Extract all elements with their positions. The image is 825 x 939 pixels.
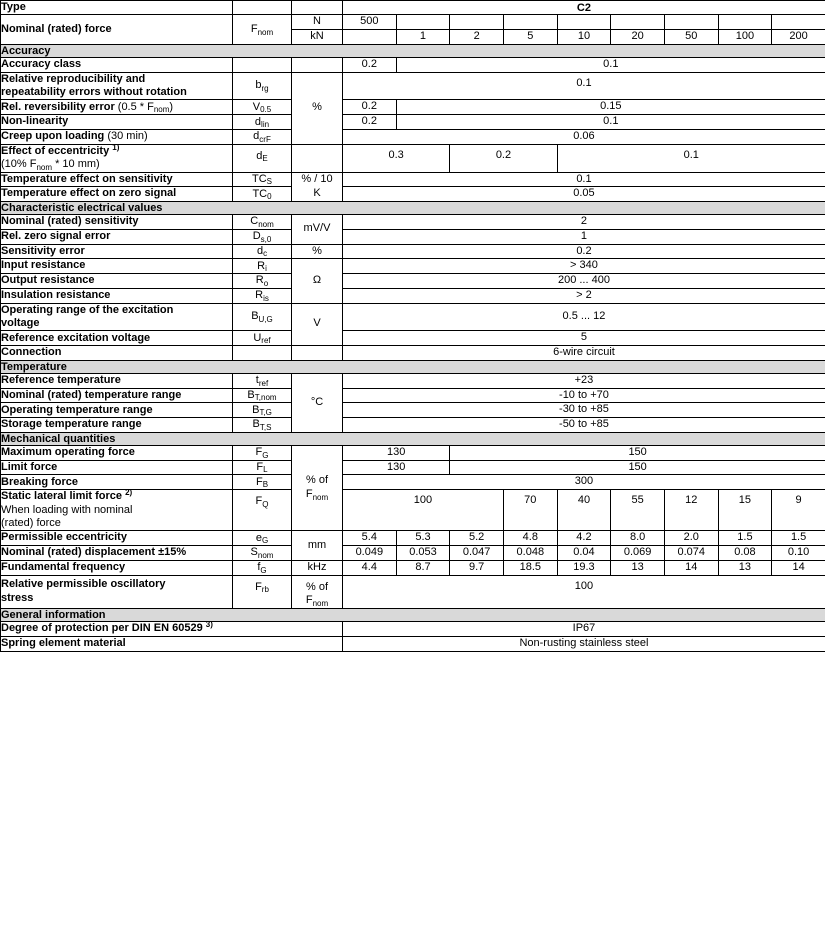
table-section-electrical — [1, 202, 825, 215]
value-cell: 200 — [772, 30, 825, 45]
symbol-d-c: $d_c$ — [233, 244, 292, 259]
value-cell: 5 — [503, 30, 557, 45]
value-cell: > 340 — [343, 259, 825, 274]
row-label-nominal-displacement: Nominal (rated) displacement ±15% — [1, 546, 233, 561]
row-label-nonlinearity: Non-linearity — [1, 115, 233, 130]
value-cell: 0.074 — [664, 546, 718, 561]
symbol-f-l: $F_L$ — [233, 460, 292, 475]
value-cell: 0.053 — [396, 546, 450, 561]
symbol-d-s0: $D_{s,0}$ — [233, 229, 292, 244]
value-cell: 0.5 ... 12 — [343, 303, 825, 331]
symbol-u-ref: $U_{ref}$ — [233, 331, 292, 346]
symbol-r-i: $R_i$ — [233, 259, 292, 274]
table-row-input-resistance — [1, 259, 825, 274]
value-cell: 0.3 — [343, 144, 450, 172]
value-cell: 10 — [557, 30, 611, 45]
value-cell: 4.4 — [343, 560, 397, 575]
symbol-r-o: $R_o$ — [233, 274, 292, 289]
table-section-general — [1, 609, 825, 622]
row-label-nominal-force: Nominal (rated) force — [1, 15, 233, 45]
value-cell: -30 to +85 — [343, 403, 825, 418]
value-cell — [396, 15, 450, 30]
table-row-accuracy-class — [1, 57, 825, 72]
row-label-sensitivity: Nominal (rated) sensitivity — [1, 215, 233, 230]
symbol-v-05: $V_{0.5}$ — [233, 100, 292, 115]
table-row-zero-signal-error — [1, 229, 825, 244]
value-cell: 20 — [611, 30, 665, 45]
section-header-electrical: Characteristic electrical values — [1, 202, 825, 215]
table-row-max-operating-force — [1, 445, 825, 460]
row-label-creep: Creep upon loading (30 min) — [1, 129, 233, 144]
value-cell: Non-rusting stainless steel — [343, 636, 825, 651]
value-cell: 15 — [718, 490, 772, 531]
table-row-eccentricity — [1, 144, 825, 172]
value-cell — [450, 15, 504, 30]
table-row-nonlinearity — [1, 115, 825, 130]
value-cell — [664, 15, 718, 30]
row-label-insulation-resistance: Insulation resistance — [1, 288, 233, 303]
table-row-output-resistance — [1, 274, 825, 289]
unit-mv-per-v: mV/V — [292, 215, 343, 245]
unit-percent-of-fnom: % of $F_{nom}$ — [292, 445, 343, 530]
table-section-accuracy — [1, 44, 825, 57]
table-section-mechanical — [1, 432, 825, 445]
row-label-storage-temp-range: Storage temperature range — [1, 418, 233, 433]
value-cell: 8.7 — [396, 560, 450, 575]
row-label-oscillatory-stress: Relative permissible oscillatory stress — [1, 575, 233, 609]
row-label-reference-temperature: Reference temperature — [1, 373, 233, 388]
value-cell: 0.049 — [343, 546, 397, 561]
value-cell: 14 — [664, 560, 718, 575]
row-label-degree-protection: Degree of protection per DIN EN 60529 $^{3)}$ — [1, 622, 343, 637]
value-cell: 8.0 — [611, 531, 665, 546]
table-row-reference-excitation — [1, 331, 825, 346]
row-label-reference-excitation: Reference excitation voltage — [1, 331, 233, 346]
symbol-tc-s: $TC_S$ — [233, 172, 292, 187]
value-cell: 300 — [343, 475, 825, 490]
symbol-f-g-freq: $f_G$ — [233, 560, 292, 575]
value-cell: 200 ... 400 — [343, 274, 825, 289]
value-cell: 0.1 — [343, 72, 825, 100]
value-cell: 18.5 — [503, 560, 557, 575]
value-cell: 4.2 — [557, 531, 611, 546]
value-cell: 0.1 — [557, 144, 825, 172]
symbol-f-b: $F_B$ — [233, 475, 292, 490]
table-row-operating-temp-range — [1, 403, 825, 418]
row-label-breaking-force: Breaking force — [1, 475, 233, 490]
row-label-operating-temp-range: Operating temperature range — [1, 403, 233, 418]
row-label-reproducibility: Relative reproducibility and repeatability errors without rotation — [1, 72, 233, 100]
row-label-zero-signal-error: Rel. zero signal error — [1, 229, 233, 244]
value-cell: 0.047 — [450, 546, 504, 561]
row-label-max-operating-force: Maximum operating force — [1, 445, 233, 460]
symbol-b-ts: $B_{T,S}$ — [233, 418, 292, 433]
value-cell: 5.4 — [343, 531, 397, 546]
row-label-reversibility: Rel. reversibility error $(0.5 * F_{nom})$ — [1, 100, 233, 115]
row-label-output-resistance: Output resistance — [1, 274, 233, 289]
row-label-lateral-limit-force: Static lateral limit force $^{2)}$ When loading with nominal (rated) force — [1, 490, 233, 531]
value-cell: 2 — [450, 30, 504, 45]
value-cell: 150 — [450, 445, 825, 460]
value-cell: 50 — [664, 30, 718, 45]
value-cell: 6-wire circuit — [343, 346, 825, 361]
table-row-degree-protection — [1, 622, 825, 637]
value-cell: -50 to +85 — [343, 418, 825, 433]
symbol-f-rb: $F_{rb}$ — [233, 575, 292, 609]
symbol-d-e: $d_E$ — [233, 144, 292, 172]
table-row-insulation-resistance — [1, 288, 825, 303]
value-cell: 70 — [503, 490, 557, 531]
value-cell — [611, 15, 665, 30]
table-row-temp-sensitivity — [1, 172, 825, 187]
value-cell: 12 — [664, 490, 718, 531]
value-cell: 0.048 — [503, 546, 557, 561]
table-row-fundamental-frequency — [1, 560, 825, 575]
symbol-e-g: $e_G$ — [233, 531, 292, 546]
value-cell: 1 — [396, 30, 450, 45]
value-cell: 2 — [343, 215, 825, 230]
table-row-type — [1, 1, 825, 15]
symbol-c-nom: $C_{nom}$ — [233, 215, 292, 230]
row-label-eccentricity: Effect of eccentricity $^{1)}$ (10% $F_{nom} * 10$ mm) — [1, 144, 233, 172]
table-row-connection — [1, 346, 825, 361]
row-label-excitation-range: Operating range of the excitation voltage — [1, 303, 233, 331]
value-cell — [343, 30, 397, 45]
value-cell — [772, 15, 825, 30]
symbol-cell — [233, 57, 292, 72]
row-label-type: Type — [1, 1, 233, 15]
table-row-reversibility — [1, 100, 825, 115]
symbol-d-crf: $d_{crF}$ — [233, 129, 292, 144]
unit-percent-of-fnom: % of $F_{nom}$ — [292, 575, 343, 609]
row-label-permissible-eccentricity: Permissible eccentricity — [1, 531, 233, 546]
table-row-storage-temp-range — [1, 418, 825, 433]
unit-cell — [292, 346, 343, 361]
table-row-reference-temperature — [1, 373, 825, 388]
symbol-r-is: $R_{is}$ — [233, 288, 292, 303]
symbol-tc-0: $TC_0$ — [233, 187, 292, 202]
value-cell: 0.15 — [396, 100, 825, 115]
row-label-limit-force: Limit force — [1, 460, 233, 475]
value-cell: 13 — [611, 560, 665, 575]
value-cell: 9 — [772, 490, 825, 531]
table-row-reproducibility — [1, 72, 825, 100]
cell-empty — [292, 1, 343, 15]
value-cell: 5 — [343, 331, 825, 346]
section-header-accuracy: Accuracy — [1, 44, 825, 57]
value-cell: 1 — [343, 229, 825, 244]
value-cell: 0.2 — [343, 100, 397, 115]
table-row-spring-material — [1, 636, 825, 651]
value-cell: 5.2 — [450, 531, 504, 546]
value-cell: 2.0 — [664, 531, 718, 546]
row-label-input-resistance: Input resistance — [1, 259, 233, 274]
value-cell: 0.1 — [396, 57, 825, 72]
row-label-nominal-temp-range: Nominal (rated) temperature range — [1, 388, 233, 403]
value-cell: 0.2 — [343, 244, 825, 259]
value-cell: +23 — [343, 373, 825, 388]
cell-empty — [233, 1, 292, 15]
table-row-sensitivity-error — [1, 244, 825, 259]
table-row-creep — [1, 129, 825, 144]
value-cell: 150 — [450, 460, 825, 475]
value-cell: 0.10 — [772, 546, 825, 561]
symbol-d-lin: $d_{lin}$ — [233, 115, 292, 130]
value-cell: 13 — [718, 560, 772, 575]
value-cell: 0.2 — [343, 115, 397, 130]
symbol-f-q: $F_Q$ — [233, 490, 292, 531]
value-cell: 40 — [557, 490, 611, 531]
value-cell: 130 — [343, 445, 450, 460]
table-row-oscillatory-stress — [1, 575, 825, 609]
value-cell: 0.1 — [343, 172, 825, 187]
value-cell: 19.3 — [557, 560, 611, 575]
symbol-b-tnom: $B_{T,nom}$ — [233, 388, 292, 403]
value-cell: 1.5 — [718, 531, 772, 546]
table-row-permissible-eccentricity — [1, 531, 825, 546]
unit-khz: kHz — [292, 560, 343, 575]
value-cell: -10 to +70 — [343, 388, 825, 403]
symbol-b-tg: $B_{T,G}$ — [233, 403, 292, 418]
symbol-b-ug: $B_{U,G}$ — [233, 303, 292, 331]
type-value: C2 — [343, 1, 825, 15]
value-cell: 500 — [343, 15, 397, 30]
table-section-temperature — [1, 360, 825, 373]
value-cell: 130 — [343, 460, 450, 475]
value-cell: > 2 — [343, 288, 825, 303]
symbol-t-ref: $t_{ref}$ — [233, 373, 292, 388]
value-cell — [503, 15, 557, 30]
value-cell — [557, 15, 611, 30]
value-cell: 0.1 — [396, 115, 825, 130]
table-row-nominal-displacement — [1, 546, 825, 561]
section-header-temperature: Temperature — [1, 360, 825, 373]
row-label-connection: Connection — [1, 346, 233, 361]
value-cell: 0.06 — [343, 129, 825, 144]
table-row-lateral-limit-force — [1, 490, 825, 531]
value-cell: 0.2 — [450, 144, 557, 172]
value-cell: 100 — [343, 490, 504, 531]
value-cell: 9.7 — [450, 560, 504, 575]
value-cell: 0.05 — [343, 187, 825, 202]
value-cell: 0.2 — [343, 57, 397, 72]
unit-newton: N — [292, 15, 343, 30]
table-row-excitation-range — [1, 303, 825, 331]
table-row-nominal-force-n — [1, 15, 825, 30]
value-cell: 1.5 — [772, 531, 825, 546]
unit-ohm: Ω — [292, 259, 343, 303]
value-cell: 0.069 — [611, 546, 665, 561]
value-cell: 5.3 — [396, 531, 450, 546]
table-row-temp-zero — [1, 187, 825, 202]
symbol-f-nom: $F_{nom}$ — [233, 15, 292, 45]
table-row-nominal-temp-range — [1, 388, 825, 403]
symbol-f-g: $F_G$ — [233, 445, 292, 460]
value-cell — [718, 15, 772, 30]
unit-cell — [292, 57, 343, 72]
section-header-general: General information — [1, 609, 825, 622]
value-cell: IP67 — [343, 622, 825, 637]
unit-cell — [292, 144, 343, 172]
unit-mm: mm — [292, 531, 343, 561]
symbol-b-rg: $b_{rg}$ — [233, 72, 292, 100]
symbol-s-nom: $S_{nom}$ — [233, 546, 292, 561]
unit-percent: % — [292, 72, 343, 144]
symbol-cell — [233, 346, 292, 361]
unit-volt: V — [292, 303, 343, 346]
unit-percent-per-10k: % / 10 K — [292, 172, 343, 202]
row-label-sensitivity-error: Sensitivity error — [1, 244, 233, 259]
row-label-temp-sensitivity: Temperature effect on sensitivity — [1, 172, 233, 187]
unit-percent: % — [292, 244, 343, 259]
value-cell: 14 — [772, 560, 825, 575]
value-cell: 100 — [718, 30, 772, 45]
row-label-spring-material: Spring element material — [1, 636, 343, 651]
value-cell: 55 — [611, 490, 665, 531]
table-row-sensitivity — [1, 215, 825, 230]
section-header-mechanical: Mechanical quantities — [1, 432, 825, 445]
value-cell: 0.08 — [718, 546, 772, 561]
value-cell: 100 — [343, 575, 825, 609]
row-label-accuracy-class: Accuracy class — [1, 57, 233, 72]
value-cell: 4.8 — [503, 531, 557, 546]
table-row-limit-force — [1, 460, 825, 475]
value-cell: 0.04 — [557, 546, 611, 561]
row-label-temp-zero: Temperature effect on zero signal — [1, 187, 233, 202]
unit-celsius: °C — [292, 373, 343, 432]
row-label-fundamental-frequency: Fundamental frequency — [1, 560, 233, 575]
unit-kilonewton: kN — [292, 30, 343, 45]
